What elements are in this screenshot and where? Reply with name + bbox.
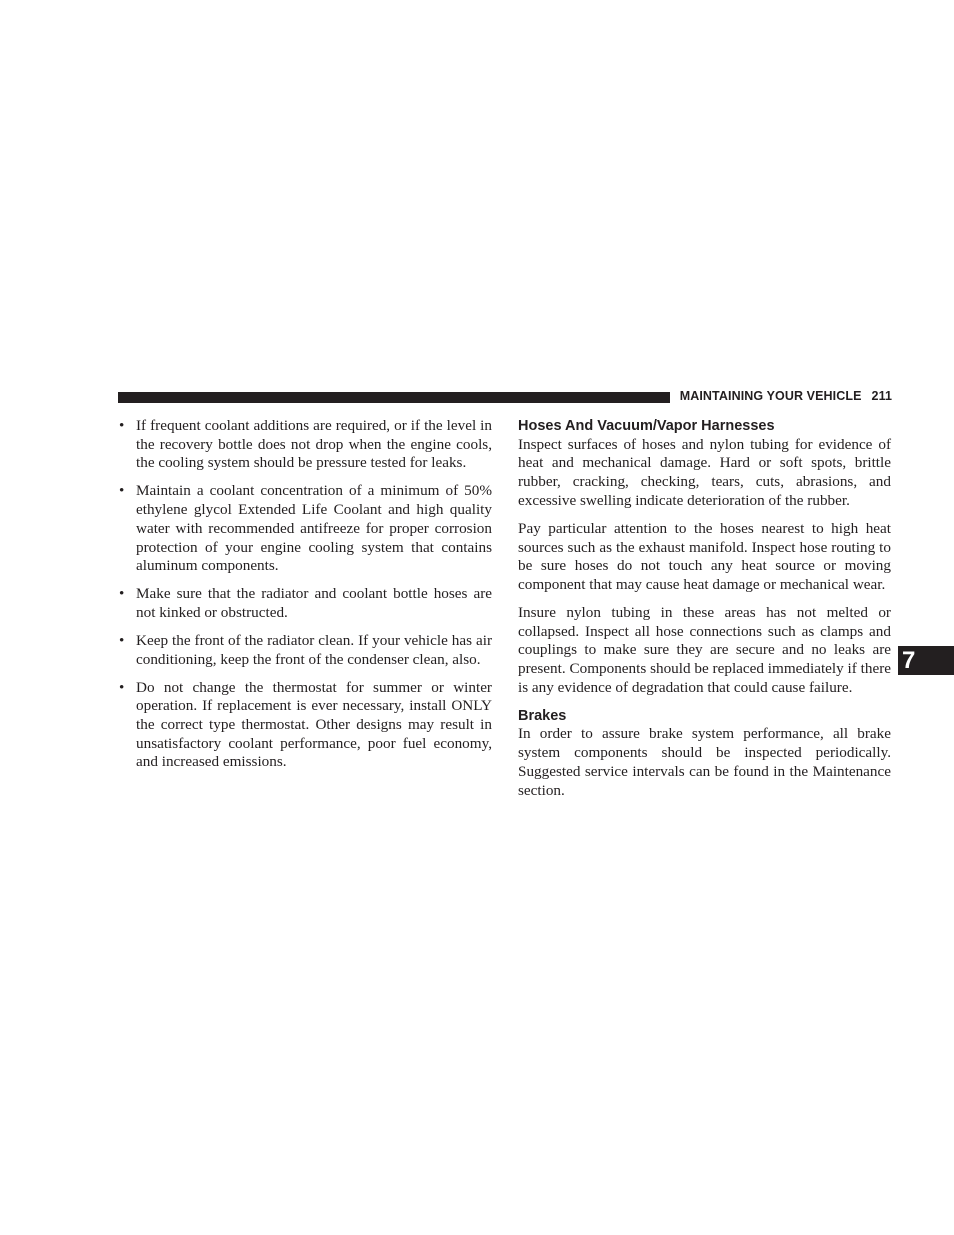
brakes-paragraph: In order to assure brake system performance, all brake system components should be inspected periodically. Suggested service intervals can be found in the Maintenance section. [518,725,891,799]
bullet-icon: • [119,417,125,434]
coolant-tips-list [118,417,492,772]
bullet-icon: • [119,482,125,500]
running-header [680,389,892,403]
bullet-icon: • [119,585,125,603]
right-column [518,417,891,810]
list-item [118,482,492,576]
section-title: MAINTAINING YOUR VEHICLE [679,389,862,403]
brakes-heading: Brakes [518,707,567,724]
list-item [118,417,492,473]
header-rule-bar [118,392,670,403]
hoses-heading: Hoses And Vacuum/Vapor Harnesses [518,418,775,434]
chapter-tab [898,646,954,675]
hoses-paragraph-1: Inspect surfaces of hoses and nylon tubing for evidence of heat and mechanical damage. Hard or soft spots, brittle rubber, cracking, checking, tears, cuts, abrasions, and excessive swelling indicate deterioration of the rubber. [518,435,891,509]
list-item [118,632,492,669]
page-number: 211 [871,389,892,403]
chapter-number: 7 [902,647,916,674]
left-column [118,417,492,781]
list-item-text: If frequent coolant additions are required, or if the level in the recovery bottle does not drop when the engine cools, the cooling system should be pressure tested for leaks. [136,417,492,472]
hoses-paragraph-2: Pay particular attention to the hoses nearest to high heat sources such as the exhaust manifold. Inspect hose routing to be sure hoses do not touch any heat source or moving component that may cause heat damage or mechanical wear. [518,519,891,593]
list-item-text: Maintain a coolant concentration of a minimum of 50% ethylene glycol Extended Life Coolant and high quality water with recommended antifreeze for proper corrosion protection of your engine cooling system that contains aluminum components. [136,482,492,575]
list-item-text: Do not change the thermostat for summer or winter operation. If replacement is ever necessary, install ONLY the correct type thermostat. Other designs may result in unsatisfactory coolant performance, poor fuel economy, and increased emissions. [136,678,492,771]
list-item-text: Keep the front of the radiator clean. If your vehicle has air conditioning, keep the front of the condenser clean, also. [136,631,492,668]
bullet-icon: • [119,631,125,649]
bullet-icon: • [119,678,125,696]
hoses-paragraph-3: Insure nylon tubing in these areas has not melted or collapsed. Inspect all hose connections such as clamps and couplings to make sure they are secure and no leaks are present. Components should be replaced immediately if there is any evidence of degradation that could cause failure. [518,603,891,696]
list-item [118,679,492,773]
list-item [118,585,492,622]
list-item-text: Make sure that the radiator and coolant bottle hoses are not kinked or obstructed. [136,585,492,621]
